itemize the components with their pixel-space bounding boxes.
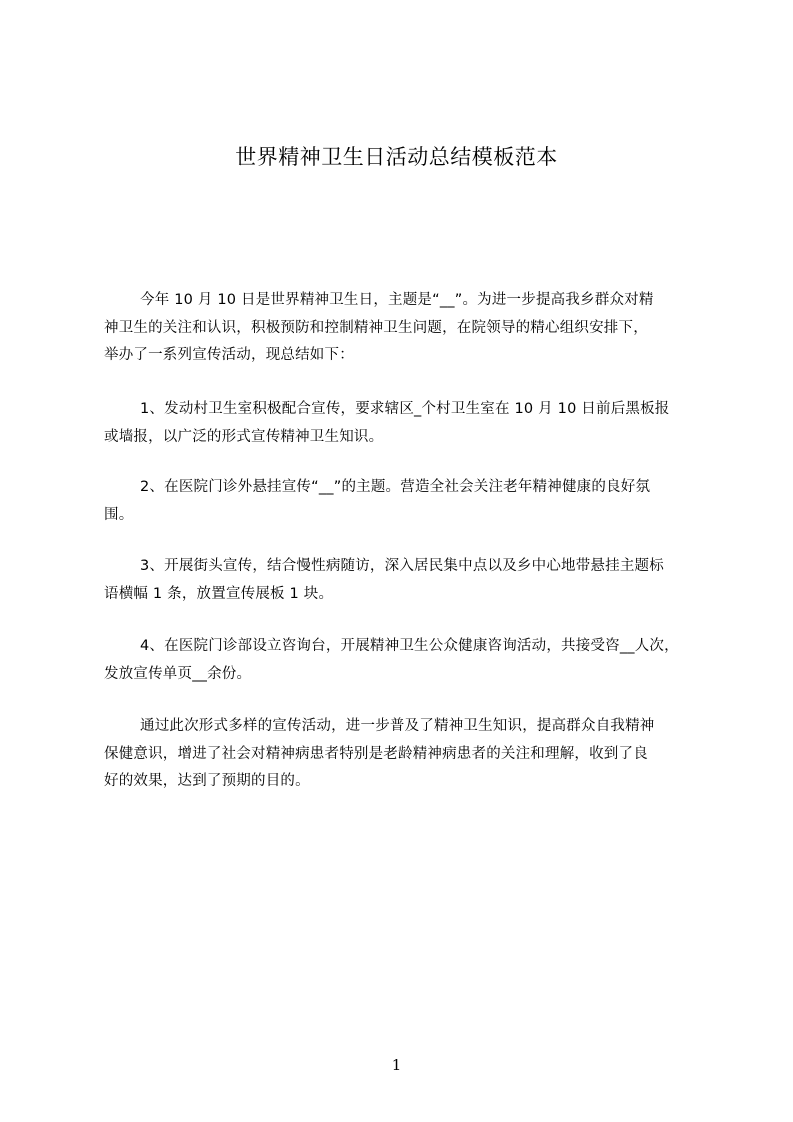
paragraph-line: 语横幅 1 条，放置宣传展板 1 块。 [104,585,334,602]
paragraph-line: 神卫生的关注和认识，积极预防和控制精神卫生问题，在院领导的精心组织安排下， [104,319,648,336]
page-number: 1 [391,1056,402,1074]
paragraph-line: 保健意识，增进了社会对精神病患者特别是老龄精神病患者的关注和理解，收到了良 [104,745,648,762]
paragraph-line: 今年 10 月 10 日是世界精神卫生日，主题是“__”。为进一步提高我乡群众对精 [140,292,654,308]
paragraph-line: 发放宣传单页__余份。 [104,665,252,682]
paragraph-line: 举办了一系列宣传活动，现总结如下： [104,347,354,363]
paragraph-item-4 [104,633,724,688]
paragraph-line: 2、在医院门诊外悬挂宣传“__”的主题。营造全社会关注老年精神健康的良好氛 [140,479,651,495]
paragraph-item-1 [104,396,724,451]
paragraph-line: 1、发动村卫生室积极配合宣传，要求辖区_个村卫生室在 10 月 10 日前后黑板报 [140,401,670,417]
paragraph-line: 或墙报，以广泛的形式宣传精神卫生知识。 [104,428,384,445]
paragraph-line: 4、在医院门诊部设立咨询台，开展精神卫生公众健康咨询活动，共接受咨__人次， [140,638,679,654]
document-title: 世界精神卫生日活动总结模板范本 [235,145,558,169]
paragraph-line: 通过此次形式多样的宣传活动，进一步普及了精神卫生知识，提高群众自我精神 [140,718,655,734]
paragraph-line: 好的效果，达到了预期的目的。 [104,773,310,789]
paragraph-line: 3、开展街头宣传，结合慢性病随访，深入居民集中点以及乡中心地带悬挂主题标 [140,558,664,574]
paragraph-item-3 [104,553,724,608]
paragraph-item-2 [104,474,724,529]
paragraph-conclusion [104,713,724,796]
paragraph-intro [104,287,724,370]
paragraph-line: 围。 [104,506,134,523]
